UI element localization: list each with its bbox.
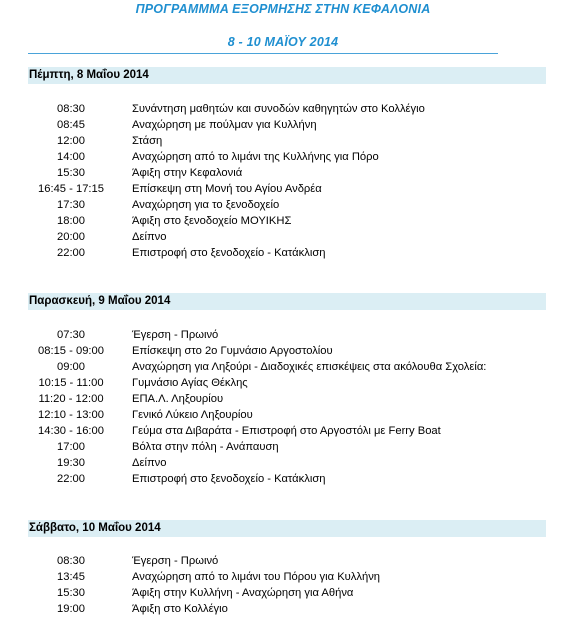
schedule-text: Άφιξη στο Κολλέγιο	[132, 603, 228, 615]
title-divider	[28, 53, 498, 54]
schedule-time: 16:45 - 17:15	[38, 183, 104, 195]
schedule-time: 12:10 - 13:00	[38, 409, 104, 421]
schedule-time: 17:30	[57, 199, 85, 211]
schedule-time: 18:00	[57, 215, 85, 227]
schedule-text: Αναχώρηση για Ληξούρι - Διαδοχικές επισκέψεις στα ακόλουθα Σχολεία:	[132, 361, 487, 373]
schedule-time: 22:00	[57, 473, 85, 485]
schedule-time: 11:20 - 12:00	[38, 393, 104, 405]
document-dates: 8 - 10 ΜΑΪΟΥ 2014	[227, 35, 339, 49]
schedule-text: Συνάντηση μαθητών και συνοδών καθηγητών στο Κολλέγιο	[132, 103, 425, 115]
schedule-text: Δείπνο	[132, 231, 167, 243]
schedule-time: 15:30	[57, 587, 85, 599]
schedule-time: 15:30	[57, 167, 85, 179]
schedule-text: Έγερση - Πρωινό	[132, 555, 219, 567]
schedule-text: Γεύμα στα Διβαράτα - Επιστροφή στο Αργοστόλι με Ferry Boat	[132, 425, 441, 437]
day-header-friday: Παρασκευή, 9 Μαΐου 2014	[28, 293, 546, 310]
schedule-text: Άφιξη στην Κυλλήνη - Αναχώρηση για Αθήνα	[132, 587, 354, 599]
schedule-time: 14:30 - 16:00	[38, 425, 104, 437]
day-header-thursday: Πέμπτη, 8 Μαΐου 2014	[28, 67, 546, 84]
schedule-text: Επιστροφή στο ξενοδοχείο - Κατάκλιση	[132, 247, 326, 259]
schedule-text: Επιστροφή στο ξενοδοχείο - Κατάκλιση	[132, 473, 326, 485]
schedule-time: 19:30	[57, 457, 85, 469]
schedule-time: 08:30	[57, 555, 85, 567]
schedule-text: Βόλτα στην πόλη - Ανάπαυση	[132, 441, 279, 453]
schedule-time: 08:15 - 09:00	[38, 345, 104, 357]
schedule-text: Άφιξη στο ξενοδοχείο ΜΟΥΙΚΗΣ	[132, 215, 292, 227]
schedule-text: Αναχώρηση από το λιμάνι της Κυλλήνης για Πόρο	[132, 151, 379, 163]
schedule-text: Στάση	[132, 135, 163, 147]
schedule-time: 08:45	[57, 119, 85, 131]
document-title: ΠΡΟΓΡΑΜΜΜΑ ΕΞΟΡΜΗΣΗΣ ΣΤΗΝ ΚΕΦΑΛΟΝΙΑ	[135, 2, 431, 16]
day-header-saturday: Σάββατο, 10 Μαΐου 2014	[28, 520, 546, 537]
schedule-time: 07:30	[57, 329, 85, 341]
schedule-time: 17:00	[57, 441, 85, 453]
schedule-time: 22:00	[57, 247, 85, 259]
schedule-text: Άφιξη στην Κεφαλονιά	[132, 167, 243, 179]
schedule-time: 08:30	[57, 103, 85, 115]
schedule-time: 10:15 - 11:00	[38, 377, 104, 389]
schedule-time: 19:00	[57, 603, 85, 615]
schedule-time: 20:00	[57, 231, 85, 243]
schedule-text: Έγερση - Πρωινό	[132, 329, 219, 341]
schedule-text: Επίσκεψη στο 2ο Γυμνάσιο Αργοστολίου	[132, 345, 333, 357]
schedule-text: Γυμνάσιο Αγίας Θέκλης	[132, 377, 248, 389]
schedule-text: Δείπνο	[132, 457, 167, 469]
schedule-text: ΕΠΑ.Λ. Ληξουρίου	[132, 393, 224, 405]
schedule-text: Επίσκεψη στη Μονή του Αγίου Ανδρέα	[132, 183, 322, 195]
schedule-time: 14:00	[57, 151, 85, 163]
schedule-text: Αναχώρηση με πούλμαν για Κυλλήνη	[132, 119, 317, 131]
schedule-time: 12:00	[57, 135, 85, 147]
schedule-time: 09:00	[57, 361, 85, 373]
schedule-text: Αναχώρηση από το λιμάνι του Πόρου για Κυλλήνη	[132, 571, 381, 583]
schedule-text: Αναχώρηση για το ξενοδοχείο	[132, 199, 280, 211]
schedule-time: 13:45	[57, 571, 85, 583]
schedule-text: Γενικό Λύκειο Ληξουρίου	[132, 409, 253, 421]
